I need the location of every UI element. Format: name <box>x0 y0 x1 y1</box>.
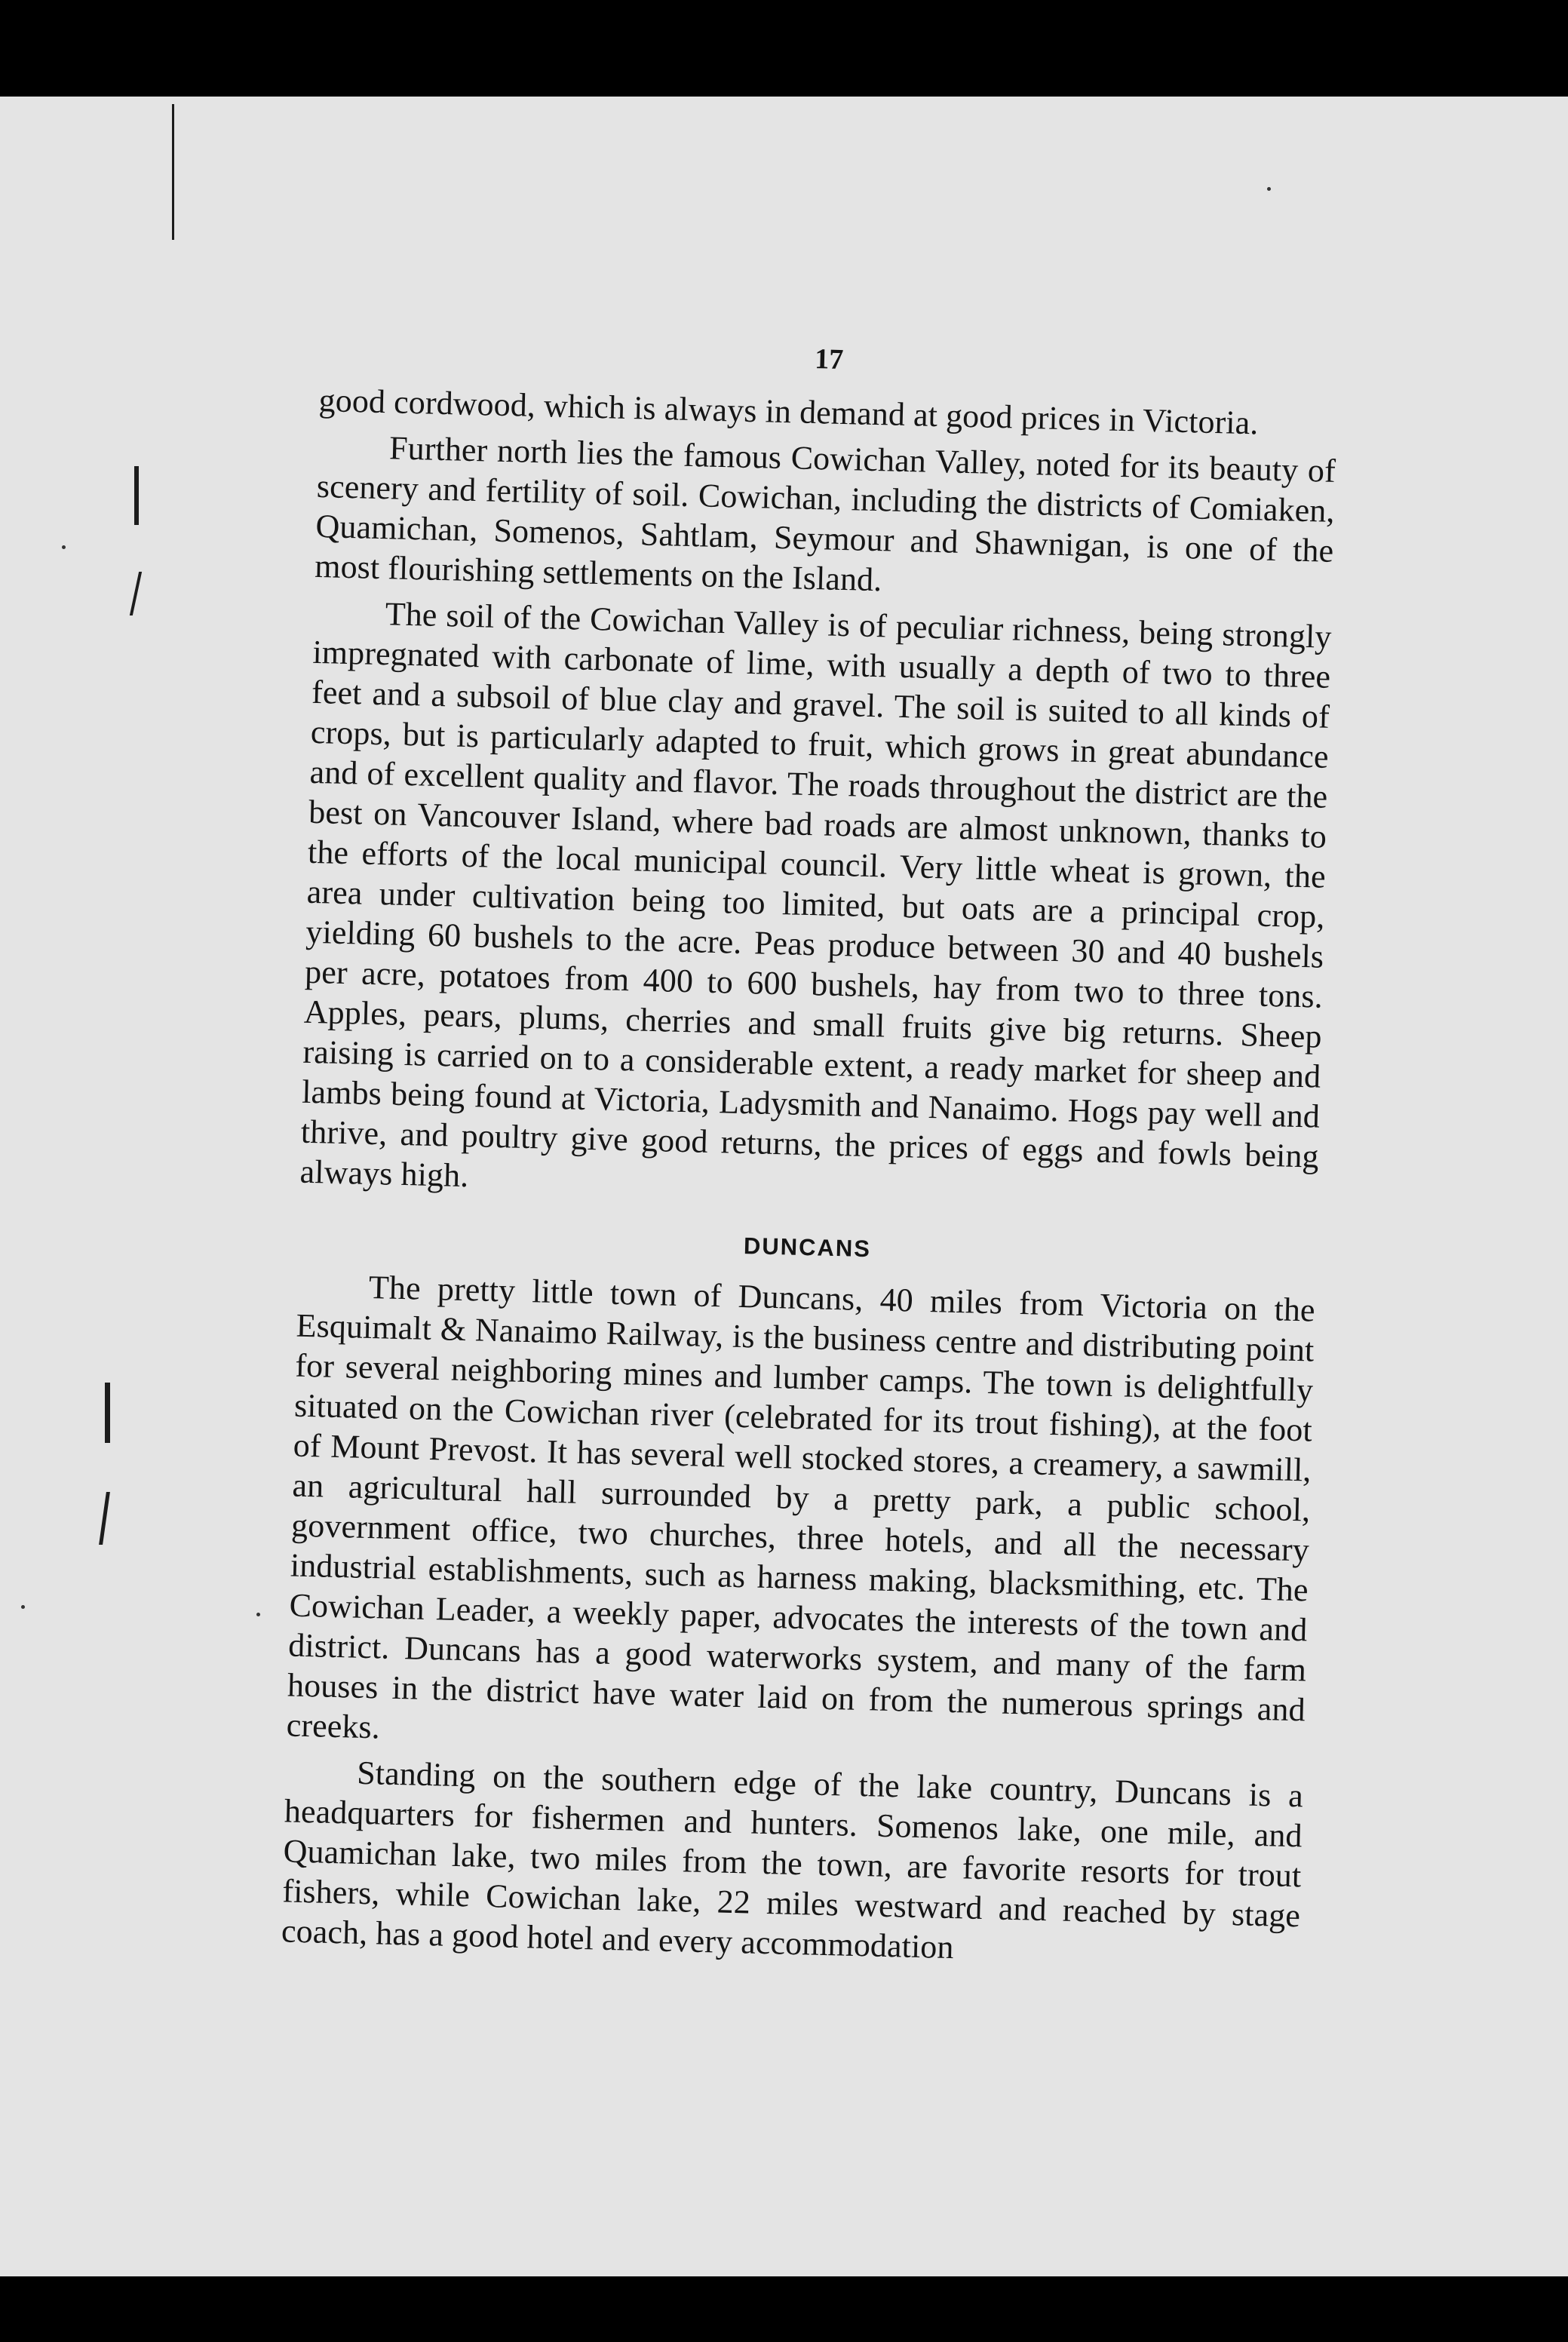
paragraph: Standing on the southern edge of the lake country, Duncans is a headquarters for fishermen and hunters. Somenos lake, one mile, and Quamichan lake, two miles from the town, are favorite resorts for trout fishers, while Cowichan lake, 22 miles westward and reached by stage coach, has a good hotel and every accommodation <box>281 1754 1304 1966</box>
margin-mark <box>134 466 139 525</box>
section-heading: DUNCANS <box>743 1232 872 1263</box>
page-number: 17 <box>814 343 844 376</box>
margin-mark <box>99 1492 110 1545</box>
paragraph: Further north lies the famous Cowichan Valley, noted for its beauty of scenery and fertility of soil. Cowichan, including the districts of Comiaken, Quamichan, Somenos, Sahtlam, Seymour and Shawnigan, is one of the most flourishing settlements on the Island. <box>314 429 1336 599</box>
margin-mark <box>105 1383 110 1443</box>
margin-mark <box>172 104 174 240</box>
paragraph: The pretty little town of Duncans, 40 miles from Victoria on the Esquimalt & Nanaimo Railway, is the business centre and distributing point for several neighboring mines and lumber camps. The town is delightfully situated on the Cowichan river (celebrated for its trout fishing), at the foot of Mount Prevost. It has several well stocked stores, a creamery, a sawmill, an agricultural hall surrounded by a pretty park, a public school, government office, two churches, three hotels, and all the necessary industrial establishments, such as harness making, blacksmithing, etc. The Cowichan Leader, a weekly paper, advocates the interests of the town and district. Duncans has a good waterworks system, and many of the farm houses in the district have water laid on from the numerous springs and creeks. <box>286 1268 1316 1746</box>
paragraph: good cordwood, which is always in demand at good prices in Victoria. <box>318 381 1260 442</box>
margin-speck <box>256 1613 260 1616</box>
page-text <box>281 330 1338 1981</box>
margin-mark <box>130 572 142 615</box>
margin-speck <box>62 545 66 549</box>
margin-speck <box>21 1605 25 1609</box>
paragraph: The soil of the Cowichan Valley is of peculiar richness, being strongly impregnated with carbonate of lime, with usually a depth of two to three feet and a subsoil of blue clay and gravel. The soil is suited to all kinds of crops, but is particularly adapted to fruit, which grows in great abundance and of excellent quality and flavor. The roads throughout the district are the best on Vancouver Island, where bad roads are almost unknown, thanks to the efforts of the local municipal council. Very little wheat is grown, the area under cultivation being too limited, but oats are a principal crop, yielding 60 bushels to the acre. Peas produce between 30 and 40 bushels per acre, potatoes from 400 to 600 bushels, hay from two to three tons. Apples, pears, plums, cherries and small fruits give big returns. Sheep raising is carried on to a considerable extent, a ready market for sheep and lambs being found at Victoria, Ladysmith and Nanaimo. Hogs pay well and thrive, and poultry give good returns, the prices of eggs and fowls being always high. <box>299 595 1333 1195</box>
margin-speck <box>1267 187 1271 191</box>
scanned-page <box>0 97 1568 2276</box>
